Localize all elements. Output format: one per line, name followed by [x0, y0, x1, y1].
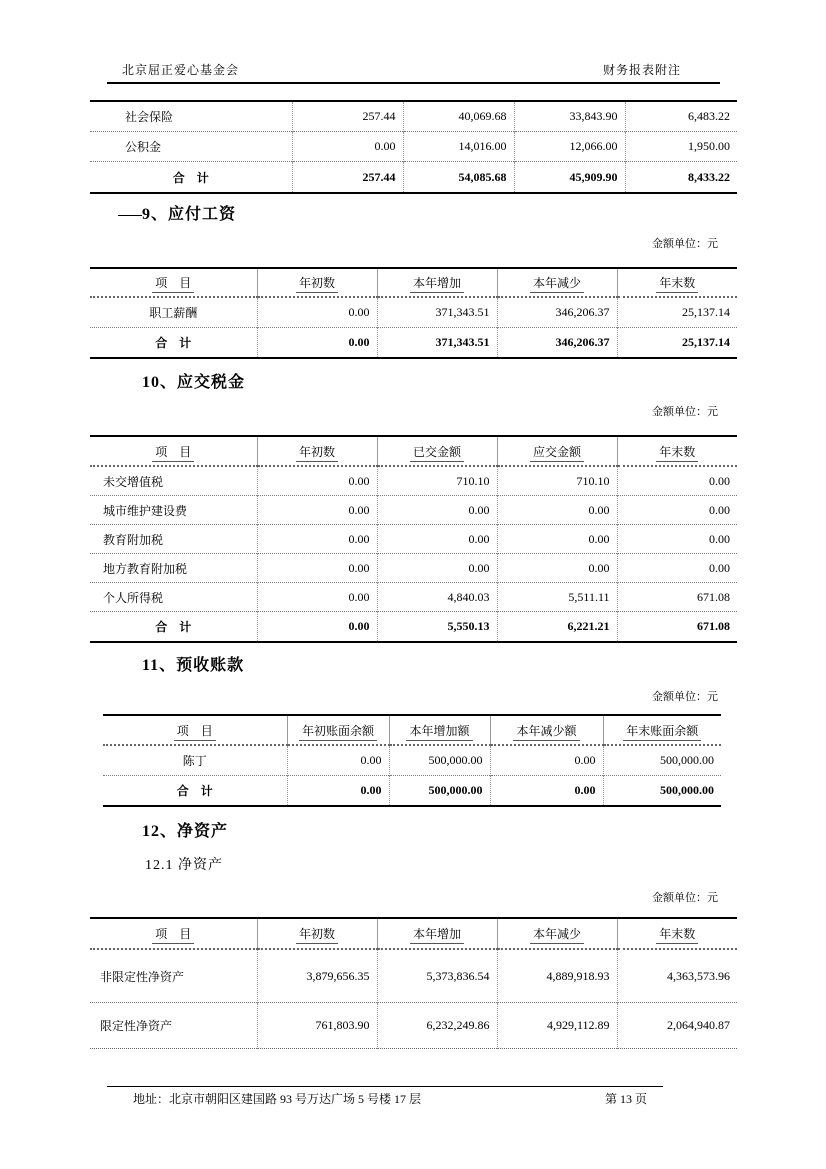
- cell-value: 25,137.14: [617, 297, 737, 328]
- cell-value: 0.00: [257, 328, 377, 359]
- header-row: [90, 268, 737, 297]
- cell-value: 45,909.90: [514, 162, 625, 194]
- col-header: 项 目: [90, 268, 257, 297]
- total-row: [90, 328, 737, 359]
- cell-value: 5,550.13: [377, 612, 497, 643]
- cell-value: 6,483.22: [625, 101, 737, 132]
- cell-value: 500,000.00: [603, 745, 721, 776]
- row-label: 合 计: [90, 162, 292, 194]
- table-row: [90, 525, 737, 554]
- cell-value: 346,206.37: [497, 297, 617, 328]
- header-doc-title: 财务报表附注: [603, 63, 682, 77]
- col-header: 年末数: [617, 436, 737, 466]
- table-row: [90, 101, 737, 132]
- col-header: 年初账面余额: [287, 715, 389, 745]
- cell-value: 371,343.51: [377, 328, 497, 359]
- section-12-title: 12、净资产: [142, 823, 229, 840]
- cell-value: 257.44: [292, 101, 403, 132]
- row-label: 地方教育附加税: [90, 554, 257, 583]
- cell-value: 671.08: [617, 612, 737, 643]
- cell-value: 500,000.00: [389, 745, 490, 776]
- cell-value: 0.00: [497, 496, 617, 525]
- col-header: 本年减少额: [490, 715, 603, 745]
- row-label: 非限定性净资产: [100, 969, 185, 984]
- taxes-payable-table: [90, 435, 737, 643]
- col-header: 年初数: [257, 918, 377, 949]
- cell-value: 0.00: [617, 466, 737, 496]
- col-header: 年初数: [257, 268, 377, 297]
- cell-value: 0.00: [257, 466, 377, 496]
- cell-value: 8,433.22: [625, 162, 737, 194]
- row-label: 合 计: [103, 776, 287, 807]
- unit-label: 金额单位：元: [652, 691, 718, 703]
- payable-wages-table: [90, 267, 737, 359]
- cell-value: 0.00: [257, 554, 377, 583]
- cell-value: 0.00: [287, 745, 389, 776]
- footer-rule: [107, 1086, 663, 1087]
- net-assets-table: [90, 917, 737, 1049]
- table-row: [90, 949, 737, 1003]
- header-org-name: 北京屈正爱心基金会: [122, 63, 240, 77]
- header-row: [90, 918, 737, 949]
- cell-value: 500,000.00: [603, 776, 721, 807]
- cell-value: 500,000.00: [389, 776, 490, 807]
- row-label: 限定性净资产: [90, 1003, 257, 1049]
- col-header: 项 目: [90, 918, 257, 949]
- total-row: [90, 612, 737, 643]
- cell-value: 33,843.90: [514, 101, 625, 132]
- footer-address: 地址：北京市朝阳区建国路 93 号万达广场 5 号楼 17 层: [133, 1092, 422, 1106]
- col-header: 项 目: [103, 715, 287, 745]
- col-header: 年末账面余额: [603, 715, 721, 745]
- cell-value: 2,064,940.87: [617, 1003, 737, 1049]
- cell-value: 0.00: [377, 554, 497, 583]
- cell-value: 4,840.03: [377, 583, 497, 612]
- cell-value: 0.00: [257, 297, 377, 328]
- cell-value: 0.00: [617, 496, 737, 525]
- section-10-title: 10、应交税金: [142, 374, 246, 391]
- cell-value: 6,232,249.86: [377, 1003, 497, 1049]
- col-header: 本年增加: [377, 268, 497, 297]
- cell-value: 54,085.68: [403, 162, 514, 194]
- col-header: 年初数: [257, 436, 377, 466]
- row-label: 合 计: [90, 328, 257, 359]
- carryover-table: [90, 100, 737, 194]
- cell-value: 0.00: [257, 583, 377, 612]
- table-row: [90, 297, 737, 328]
- row-label: 未交增值税: [103, 474, 164, 489]
- row-label: 教育附加税: [90, 525, 257, 554]
- header-row: [90, 436, 737, 466]
- total-row: [103, 776, 721, 807]
- col-header: 年末数: [617, 918, 737, 949]
- row-label: 公积金: [90, 132, 292, 162]
- table-row: [90, 496, 737, 525]
- section-9-text: 9、应付工资: [142, 206, 237, 223]
- cell-value: 0.00: [617, 554, 737, 583]
- row-label: 合 计: [90, 612, 257, 643]
- row-label: 职工薪酬: [149, 306, 198, 320]
- row-label: 社会保险: [125, 110, 174, 124]
- cell-value: 0.00: [497, 554, 617, 583]
- cell-value: 14,016.00: [403, 132, 514, 162]
- cell-value: 5,511.11: [497, 583, 617, 612]
- cell-value: 346,206.37: [497, 328, 617, 359]
- strike-dash: [118, 215, 142, 216]
- cell-value: 25,137.14: [617, 328, 737, 359]
- footer-page-number: 第 13 页: [605, 1092, 648, 1106]
- cell-value: 0.00: [377, 496, 497, 525]
- col-header: 本年减少: [497, 268, 617, 297]
- table-row: [90, 1003, 737, 1049]
- col-header: 应交金额: [497, 436, 617, 466]
- advance-receipts-table: [103, 714, 721, 807]
- cell-value: 371,343.51: [377, 297, 497, 328]
- cell-value: 3,879,656.35: [257, 949, 377, 1003]
- table-row: [103, 745, 721, 776]
- row-label: 城市维护建设费: [90, 496, 257, 525]
- cell-value: 257.44: [292, 162, 403, 194]
- header-rule: [107, 82, 720, 84]
- cell-value: 4,889,918.93: [497, 949, 617, 1003]
- table-row: [90, 132, 737, 162]
- section-9-title: [118, 201, 236, 224]
- cell-value: 6,221.21: [497, 612, 617, 643]
- col-header: 项 目: [90, 436, 257, 466]
- cell-value: 5,373,836.54: [377, 949, 497, 1003]
- cell-value: 0.00: [490, 745, 603, 776]
- total-row: [90, 162, 737, 194]
- cell-value: 40,069.68: [403, 101, 514, 132]
- unit-label: 金额单位：元: [652, 892, 718, 904]
- col-header: 已交金额: [377, 436, 497, 466]
- col-header: 年末数: [617, 268, 737, 297]
- cell-value: 4,929,112.89: [497, 1003, 617, 1049]
- cell-value: 0.00: [257, 525, 377, 554]
- table-row: [90, 583, 737, 612]
- section-11-title: 11、预收账款: [142, 657, 245, 674]
- cell-value: 0.00: [490, 776, 603, 807]
- cell-value: 671.08: [617, 583, 737, 612]
- cell-value: 12,066.00: [514, 132, 625, 162]
- col-header: 本年增加额: [389, 715, 490, 745]
- cell-value: 710.10: [497, 466, 617, 496]
- col-header: 本年增加: [377, 918, 497, 949]
- cell-value: 4,363,573.96: [617, 949, 737, 1003]
- cell-value: 0.00: [292, 132, 403, 162]
- cell-value: 0.00: [377, 525, 497, 554]
- row-label: 陈丁: [182, 754, 207, 768]
- unit-label: 金额单位：元: [652, 406, 718, 418]
- row-label: 个人所得税: [90, 583, 257, 612]
- cell-value: 0.00: [257, 612, 377, 643]
- section-12-1-subtitle: 12.1 净资产: [145, 858, 223, 873]
- col-header: 本年减少: [497, 918, 617, 949]
- cell-value: 0.00: [257, 496, 377, 525]
- header-row: [103, 715, 721, 745]
- cell-value: 1,950.00: [625, 132, 737, 162]
- table-row: [90, 554, 737, 583]
- table-row: [90, 466, 737, 496]
- cell-value: 0.00: [287, 776, 389, 807]
- cell-value: 761,803.90: [257, 1003, 377, 1049]
- unit-label: 金额单位：元: [652, 238, 718, 250]
- cell-value: 0.00: [497, 525, 617, 554]
- cell-value: 0.00: [617, 525, 737, 554]
- cell-value: 710.10: [377, 466, 497, 496]
